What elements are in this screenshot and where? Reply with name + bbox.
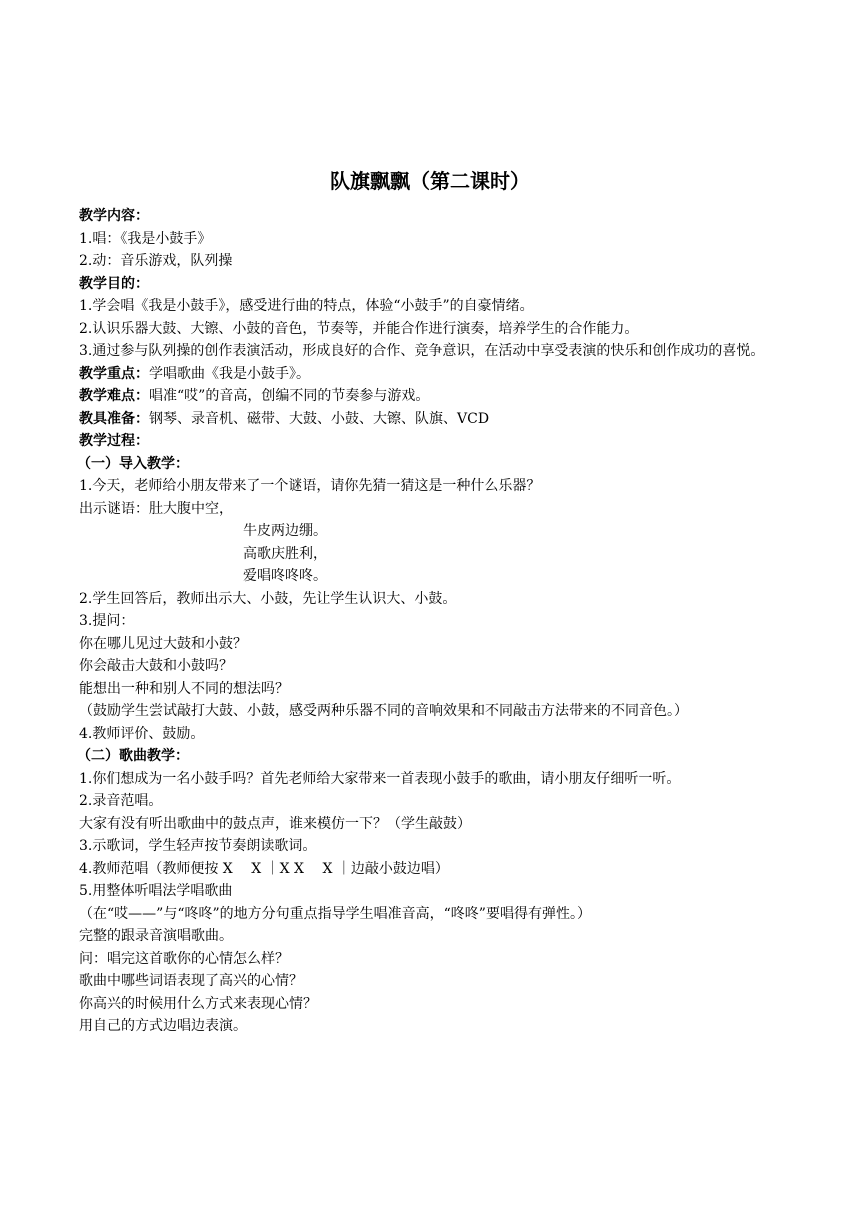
part1-line: 能想出一种和别人不同的想法吗？: [79, 680, 289, 697]
part2-line: 完整的跟录音演唱歌曲。: [79, 928, 233, 944]
part2-line: 用自己的方式边唱边表演。: [79, 1018, 247, 1034]
part2-line: 5.用整体听唱法学唱歌曲: [79, 883, 233, 899]
part1-note: （鼓励学生尝试敲打大鼓、小鼓，感受两种乐器不同的音响效果和不同敲击方法带来的不同音色。）: [79, 703, 688, 719]
part1-end: 4.教师评价、鼓励。: [79, 725, 205, 742]
part2-intro: 1.你们想成为一名小鼓手吗？首先老师给大家带来一首表现小鼓手的歌曲，请小朋友仔细听一听。: [79, 770, 681, 787]
part2-line: 歌曲中哪些词语表现了高兴的心情？: [79, 973, 303, 989]
goal-item: 2.认识乐器大鼓、大镲、小鼓的音色，节奏等，并能合作进行演奏，培养学生的合作能力。: [79, 320, 639, 337]
lesson-title: 队旗飘飘（第二课时）: [330, 169, 530, 193]
part1-heading: （一）导入教学：: [77, 455, 189, 472]
materials: [79, 408, 783, 431]
key-point-text: 学唱歌曲《我是小鼓手》。: [149, 365, 310, 382]
part2-line: 大家有没有听出歌曲中的鼓点声，谁来模仿一下？（学生敲鼓）: [79, 815, 471, 832]
riddle-line: 牛皮两边绷。: [243, 523, 327, 539]
riddle-line: 高歌庆胜利，: [243, 545, 327, 562]
part2-line: 问：唱完这首歌你的心情怎么样？: [79, 950, 289, 967]
part1-line: 你会敲击大鼓和小鼓吗？: [79, 658, 233, 674]
part2-line: 4.教师范唱（教师便按 X X ｜X X X ｜边敲小鼓边唱）: [79, 860, 449, 877]
part2-line: 你高兴的时候用什么方式来表现心情？: [79, 995, 317, 1012]
part1-line: 你在哪儿见过大鼓和小鼓？: [79, 635, 247, 652]
content-heading: 教学内容：: [79, 208, 149, 224]
part1-line: 1.今天，老师给小朋友带来了一个谜语，请你先猜一猜这是一种什么乐器？: [79, 478, 541, 494]
goal-item: 3.通过参与队列操的创作表演活动，形成良好的合作、竞争意识，在活动中享受表演的快乐和创作成功的喜悦。: [79, 343, 765, 359]
materials-text: 钢琴、录音机、磁带、大鼓、小鼓、大镲、队旗、VCD: [149, 410, 490, 427]
riddle-line: 爱唱咚咚咚。: [243, 568, 327, 584]
content-item: 1.唱：《我是小鼓手》: [79, 230, 212, 247]
difficulty: [79, 385, 783, 408]
lesson-body: [79, 205, 783, 1038]
key-point-label: 教学重点：: [79, 365, 149, 382]
difficulty-text: 唱准“哎”的音高，创编不同的节奏参与游戏。: [149, 388, 430, 404]
part2-heading: （二）歌曲教学：: [77, 748, 189, 764]
part1-line: 2.学生回答后，教师出示大、小鼓，先让学生认识大、小鼓。: [79, 590, 457, 607]
goals-heading: 教学目的：: [79, 275, 149, 292]
goal-item: 1.学会唱《我是小鼓手》，感受进行曲的特点，体验“小鼓手”的自豪情绪。: [79, 298, 534, 314]
part1-line: 出示谜语：肚大腹中空，: [79, 500, 233, 517]
part2-line: 2.录音范唱。: [79, 793, 163, 809]
key-point: [79, 363, 783, 386]
part2-note: （在“哎——”与“咚咚”的地方分句重点指导学生唱准音高，“咚咚”要唱得有弹性。）: [79, 905, 591, 922]
part2-line: 3.示歌词，学生轻声按节奏朗读歌词。: [79, 838, 317, 854]
materials-label: 教具准备：: [79, 410, 149, 427]
process-heading: 教学过程：: [79, 433, 149, 449]
part1-line: 3.提问：: [79, 613, 135, 629]
difficulty-label: 教学难点：: [79, 388, 149, 404]
content-item: 2.动：音乐游戏，队列操: [79, 253, 233, 269]
